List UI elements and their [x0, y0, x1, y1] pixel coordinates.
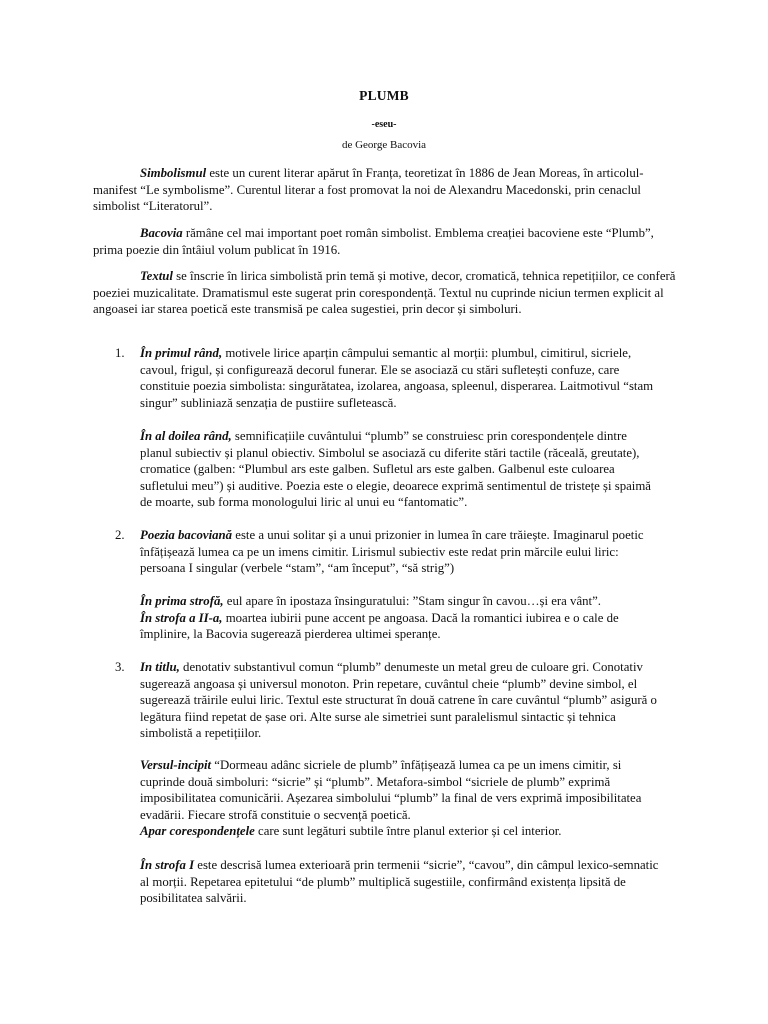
- list-number: 1.: [115, 346, 125, 360]
- list-item-block: [140, 527, 660, 577]
- block-text: “Dormeau adânc sicriele de plumb” înfățișează lumea ca pe un imens cimitir, si cuprinde două simboluri: “sicrie” și “plumb”. Metafora-simbol “sicriele de plumb” exprimă imposibilitatea comunicării. Așezarea simbolului “plumb” la final de vers exprimă imposibilitatea evadării. Fiecare strofă constituie o secvență poetică.: [140, 758, 642, 822]
- block-lead: In titlu,: [140, 660, 180, 674]
- paragraph-text: este un curent literar apărut în Franța, teoretizat în 1886 de Jean Moreas, în articolul-manifest “Le symbolisme”. Curentul literar a fost promovat la noi de Alexandru Macedonski, prin cenaclul simbolist “Literatorul”.: [93, 166, 644, 214]
- block-lead: În al doilea rând,: [140, 429, 232, 443]
- list-number: 2.: [115, 528, 125, 542]
- list-item-block: [140, 659, 660, 742]
- block-text: care sunt legături subtile între planul exterior și cel interior.: [254, 824, 562, 839]
- paragraph-lead: Simbolismul: [140, 166, 207, 180]
- block-lead: Versul-incipit: [140, 758, 212, 772]
- document-title: PLUMB: [359, 88, 409, 103]
- block-text: motivele lirice aparțin câmpului semantic al morții: plumbul, cimitirul, sicriele, cavoul, frigul, și configurează decorul funerar. Ele se asociază cu stări sufletești confuze, care constituie poezia simbolista: singurătatea, izolarea, angoasa, spleenul, disperarea. Laitmotivul “stam singur” subliniază senzația de pustiire sufletească.: [140, 346, 654, 410]
- list-item-block: [140, 757, 660, 840]
- document-author: de George Bacovia: [341, 139, 427, 151]
- paragraph-lead: Bacovia: [140, 226, 183, 240]
- list-number: 3.: [115, 660, 125, 674]
- block-lead: În strofa a II-a,: [140, 610, 223, 625]
- paragraph-text: rămâne cel mai important poet român simbolist. Emblema creației bacoviene este “Plumb”, prima poezie din întâiul volum publicat în 1916.: [93, 226, 654, 257]
- list-item-block: [140, 428, 660, 511]
- block-text: este descrisă lumea exterioară prin termenii “sicrie”, “cavou”, din câmpul lexico-semnatic al morții. Repetarea epitetului “de plumb” multiplică sugestiile, confirmând existența lipsită de posibilitatea salvării.: [140, 858, 659, 906]
- block-lead: În primul rând,: [140, 346, 223, 360]
- list-item-block: [140, 857, 660, 907]
- list-item-block: [140, 345, 660, 411]
- list-item-block: [140, 593, 660, 643]
- block-lead: În prima strofă,: [140, 594, 224, 608]
- document-subtitle: -eseu-: [371, 119, 397, 130]
- block-lead: Poezia bacoviană: [140, 528, 233, 542]
- block-text: este a unui solitar și a unui prizonier in lumea în care trăiește. Imaginarul poetic înfățișează lumea ca pe un imens cimitir. Lirismul subiectiv este redat prin mărcile eului liric: persoana I singular (verbele “stam”, “am început”, “să strig”): [140, 528, 644, 576]
- block-text: denotativ substantivul comun “plumb” denumeste un metal greu de culoare gri. Conotativ sugerează angoasa și universul monoton. Prin repetare, cuvântul cheie “plumb” devine simbol, el sugerează trăirile eului liric. Textul este structurat în două catrene în care cuvântul “plumb” asigură o legătura fiind repetat de șase ori. Alte surse ale simetriei sunt paralelismul sintactic și tehnica simbolistă a repetițiilor.: [140, 660, 657, 741]
- paragraph: [93, 268, 683, 318]
- block-lead: Apar corespondențele: [140, 824, 255, 839]
- paragraph-text: se înscrie în lirica simbolistă prin temă și motive, decor, cromatică, tehnica repetițiilor, ce conferă poeziei muzicalitate. Dramatismul este sugerat prin corespondență. Textul nu cuprinde niciun termen explicit al angoasei iar starea poetică este transmisă pe calea sugestiei, prin decor și simboluri.: [93, 269, 676, 317]
- paragraph: [93, 225, 683, 258]
- block-text: moartea iubirii pune accent pe angoasa. Dacă la romantici iubirea e o cale de împlinire, la Bacovia sugerează pierderea ultimei speranțe.: [140, 610, 619, 642]
- block-text: eul apare în ipostaza însinguratului: ”Stam singur în cavou…și era vânt”.: [223, 594, 601, 608]
- block-lead: În strofa I: [140, 858, 195, 872]
- paragraph: [93, 165, 683, 215]
- block-text: semnificațiile cuvântului “plumb” se construiesc prin corespondențele dintre planul subiectiv și planul obiectiv. Simbolul se asociază cu diferite stări tactile (răceală, greutate), cromatice (galben: “Plumbul ars este galben. Sufletul ars este galben. Galbenul este culoarea sufletului meu”) și auditive. Poezia este o elegie, deoarece exprimă sentimentul de tristețe și spaimă de moarte, sub forma monologului liric al unui eu “fantomatic”.: [140, 429, 651, 510]
- paragraph-lead: Textul: [140, 269, 173, 283]
